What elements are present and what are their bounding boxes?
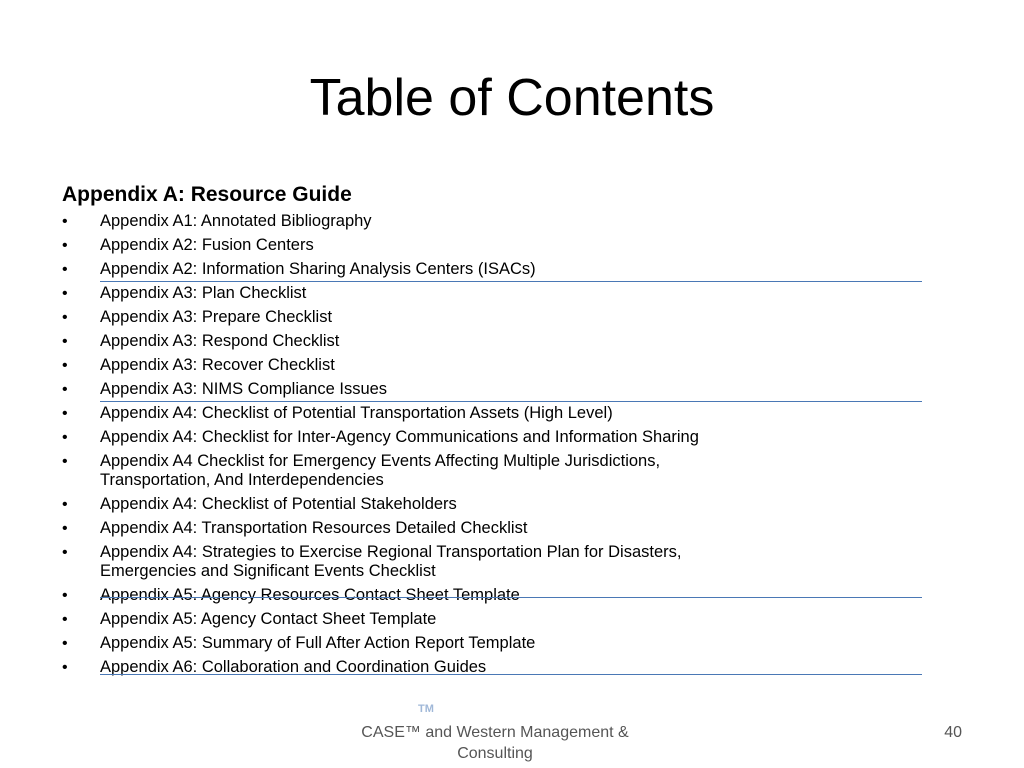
list-item: • Appendix A4: Strategies to Exercise Regional Transportation Plan for Disasters, Emergencies and Significant Events Checklist	[62, 542, 682, 580]
list-item: • Appendix A2: Fusion Centers	[62, 235, 314, 254]
trademark-mark: TM	[418, 703, 434, 715]
list-item: • Appendix A3: NIMS Compliance Issues	[62, 379, 388, 398]
page-number: 40	[944, 724, 962, 741]
bullet-icon: •	[62, 543, 68, 561]
bullet-icon: •	[62, 586, 68, 604]
toc-list	[62, 209, 922, 679]
bullet-icon: •	[62, 495, 68, 513]
bullet-icon: •	[62, 236, 68, 254]
list-item: • Appendix A4: Transportation Resources Detailed Checklist	[62, 518, 528, 537]
footer-text: CASE™ and Western Management & Consulting	[361, 724, 629, 762]
bullet-icon: •	[62, 356, 68, 374]
divider	[100, 401, 922, 402]
list-item: • Appendix A3: Respond Checklist	[62, 331, 340, 350]
list-item: • Appendix A3: Prepare Checklist	[62, 307, 333, 326]
bullet-icon: •	[62, 610, 68, 628]
list-item: • Appendix A4: Checklist of Potential Transportation Assets (High Level)	[62, 403, 613, 422]
bullet-icon: •	[62, 519, 68, 537]
list-item: • Appendix A2: Information Sharing Analysis Centers (ISACs)	[62, 259, 536, 278]
bullet-icon: •	[62, 308, 68, 326]
bullet-icon: •	[62, 284, 68, 302]
toc-content	[62, 181, 922, 679]
list-item: • Appendix A3: Plan Checklist	[62, 283, 307, 302]
divider	[100, 281, 922, 282]
bullet-icon: •	[62, 428, 68, 446]
list-item: • Appendix A6: Collaboration and Coordination Guides	[62, 657, 487, 676]
list-item: • Appendix A3: Recover Checklist	[62, 355, 335, 374]
list-item: • Appendix A5: Agency Resources Contact Sheet Template	[62, 585, 520, 604]
bullet-icon: •	[62, 380, 68, 398]
divider	[100, 597, 922, 598]
bullet-icon: •	[62, 452, 68, 470]
section-heading: Appendix A: Resource Guide	[62, 183, 352, 206]
bullet-icon: •	[62, 332, 68, 350]
list-item: • Appendix A4: Checklist of Potential Stakeholders	[62, 494, 457, 513]
divider	[100, 674, 922, 675]
list-item: • Appendix A5: Summary of Full After Action Report Template	[62, 633, 536, 652]
bullet-icon: •	[62, 260, 68, 278]
list-item: • Appendix A4: Checklist for Inter-Agency Communications and Information Sharing	[62, 427, 699, 446]
bullet-icon: •	[62, 212, 68, 230]
list-item: • Appendix A1: Annotated Bibliography	[62, 211, 372, 230]
list-item: • Appendix A4 Checklist for Emergency Events Affecting Multiple Jurisdictions, Transportation, And Interdependencies	[62, 451, 661, 489]
bullet-icon: •	[62, 404, 68, 422]
slide-title: Table of Contents	[309, 69, 715, 127]
list-item: • Appendix A5: Agency Contact Sheet Template	[62, 609, 437, 628]
bullet-icon: •	[62, 658, 68, 676]
bullet-icon: •	[62, 634, 68, 652]
